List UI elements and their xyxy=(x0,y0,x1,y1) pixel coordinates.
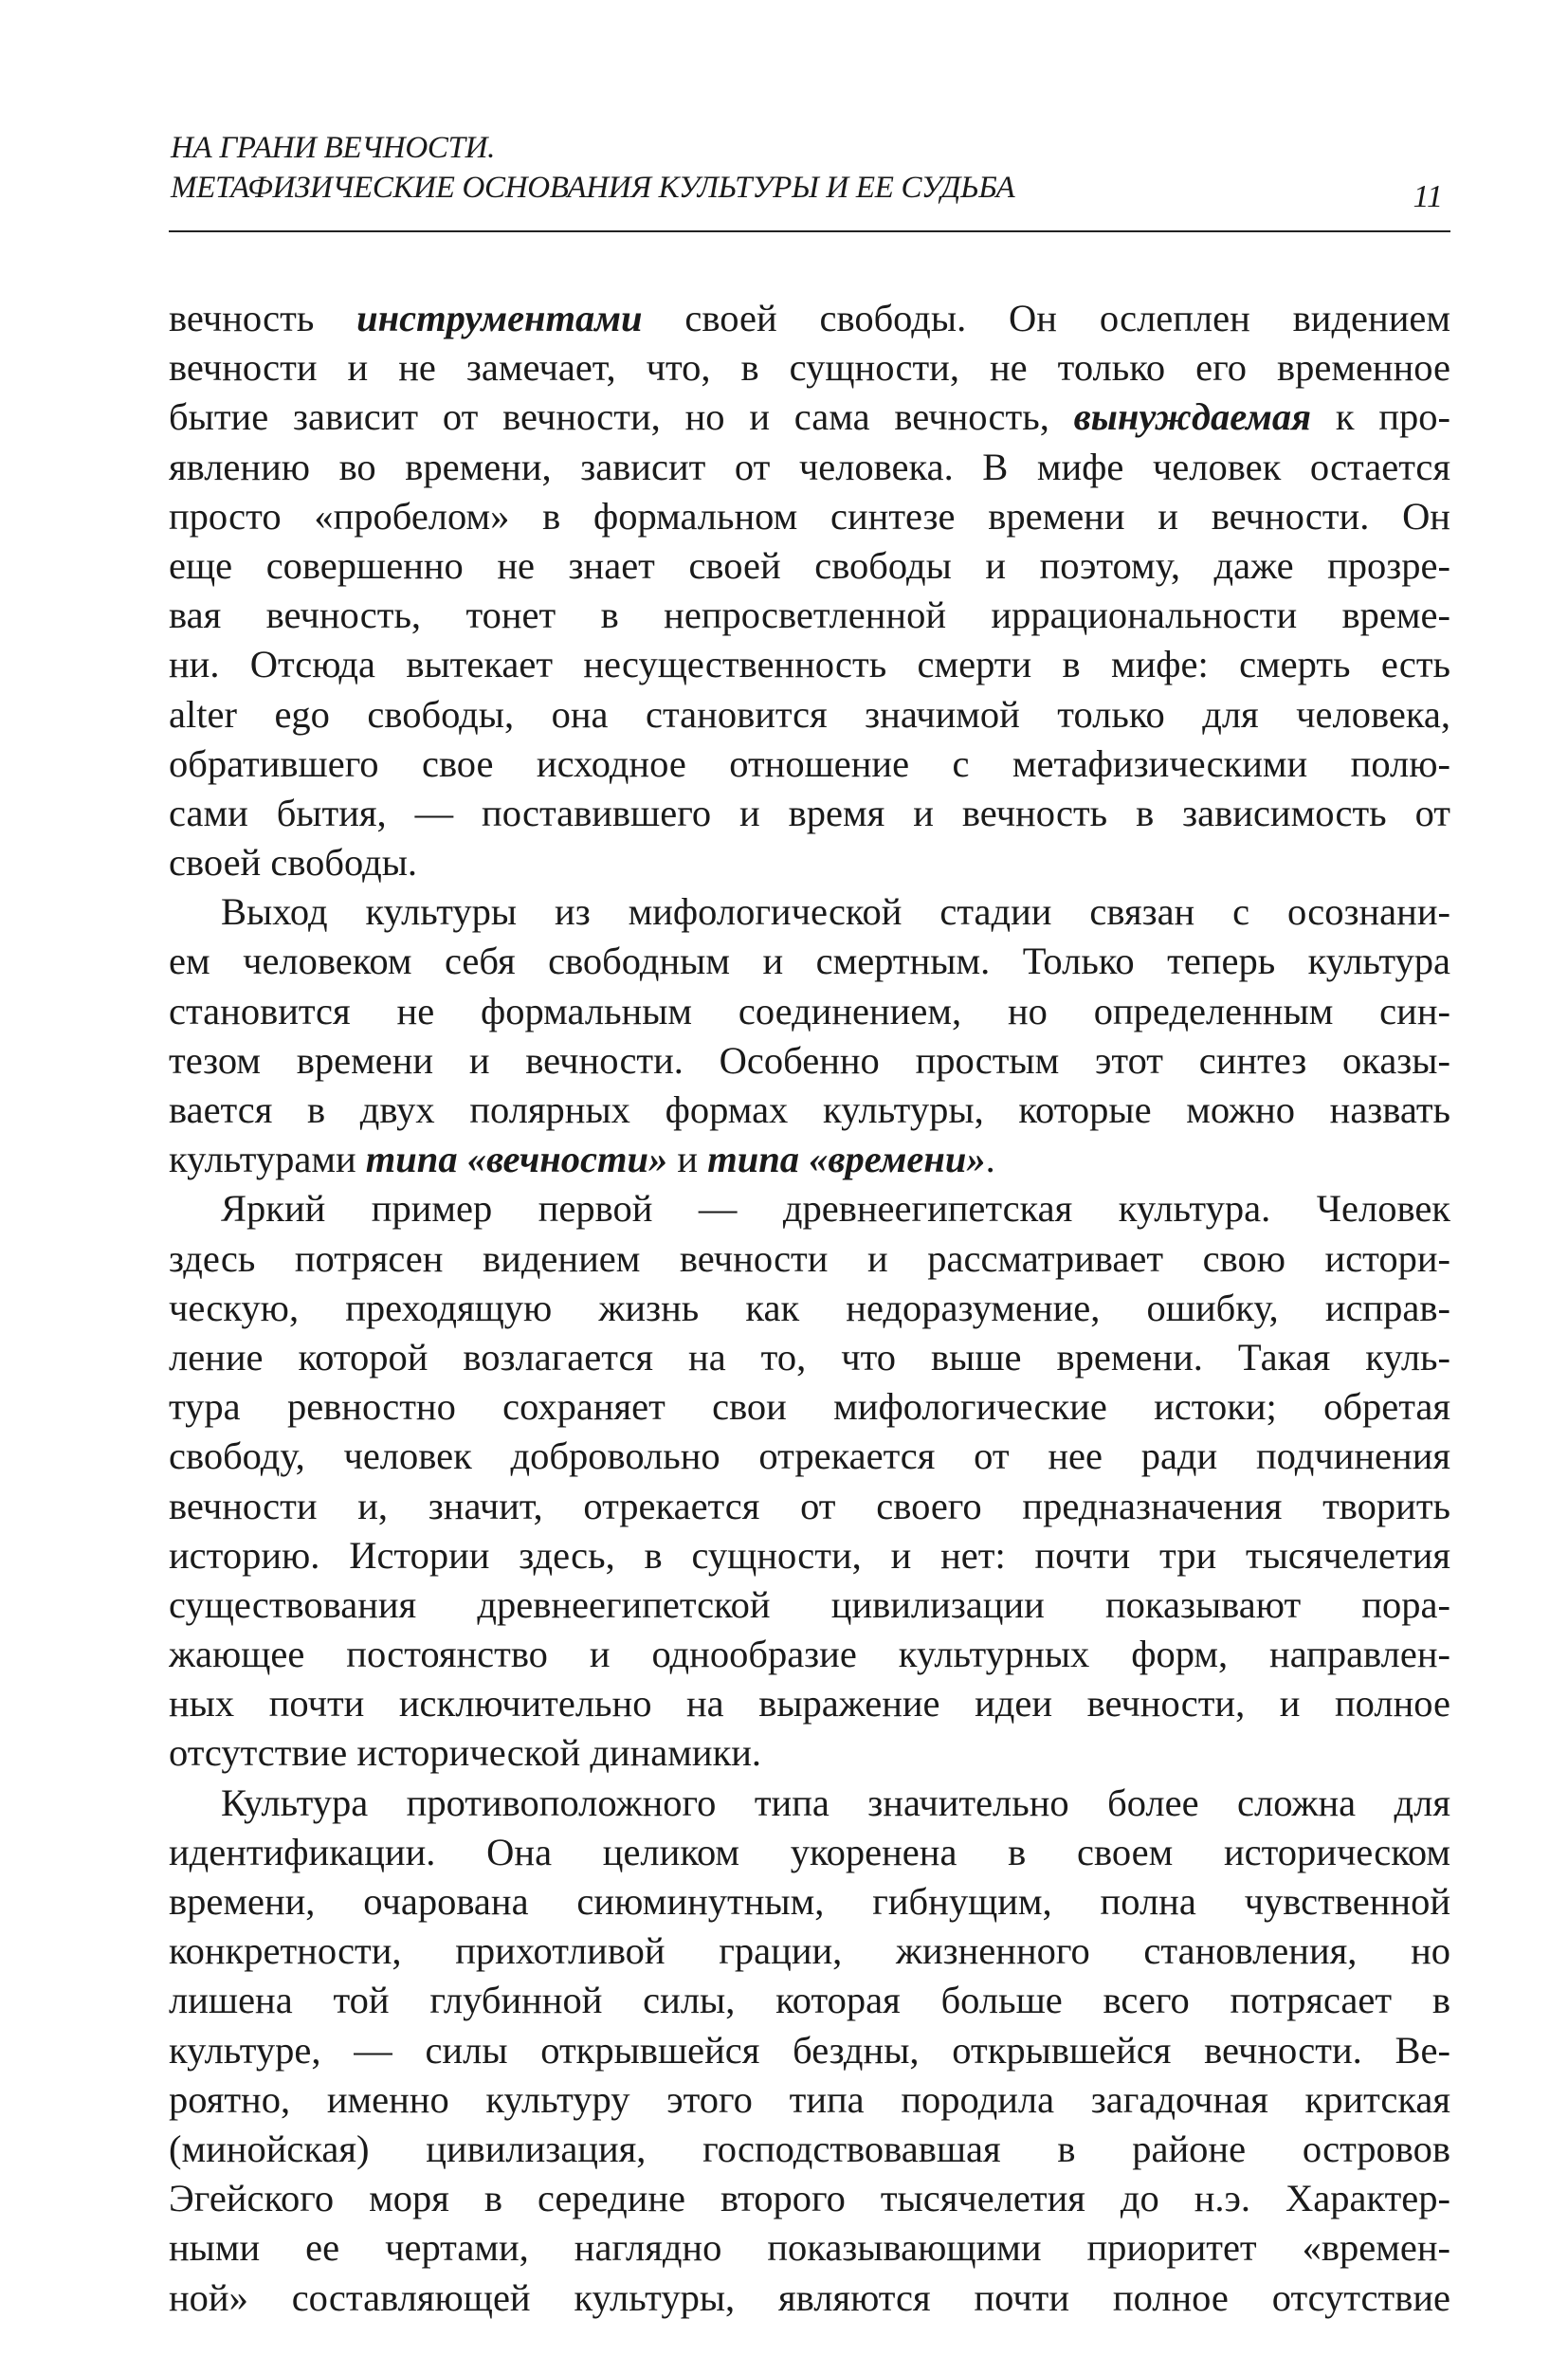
text-line: историю. Истории здесь, в сущности, и нет: почти три тысячелетия xyxy=(169,1533,1450,1577)
text-line: alter ego свободы, она становится значимой только для человека, xyxy=(169,692,1450,736)
text-line: становится не формальным соединением, но определенным син- xyxy=(169,989,1450,1032)
text-line: ных почти исключительно на выражение идеи вечности, и полное xyxy=(169,1682,1450,1726)
text-span: культурами xyxy=(169,1138,366,1181)
text-line: вечности и, значит, отрекается от своего предназначения творить xyxy=(169,1484,1450,1527)
header-title-line-2: МЕТАФИЗИЧЕСКИЕ ОСНОВАНИЯ КУЛЬТУРЫ И ЕЕ СУДЬБА xyxy=(171,171,1015,205)
text-line: тезом времени и вечности. Особенно простым этот синтез оказы- xyxy=(169,1038,1450,1082)
text-line xyxy=(169,1135,1450,1184)
text-line: ной» составляющей культуры, являются почти полное отсутствие xyxy=(169,2275,1450,2319)
text-line: ем человеком себя свободным и смертным. Только теперь культура xyxy=(169,940,1450,983)
text-line: ление которой возлагается на то, что выше времени. Такая куль- xyxy=(169,1335,1450,1379)
text-span: к про- xyxy=(1311,395,1450,439)
paragraph-3 xyxy=(169,1184,1450,1778)
text-line: отсутствие исторической динамики. xyxy=(169,1731,762,1775)
running-header-title xyxy=(171,128,1014,208)
emphasis-text: типа «вечности» xyxy=(365,1138,668,1181)
text-span: вечность xyxy=(169,297,357,339)
text-line: обратившего свое исходное отношение с метафизическими полю- xyxy=(169,741,1450,785)
text-line: лишена той глубинной силы, которая больше всего потрясает в xyxy=(169,1979,1450,2022)
emphasis-text: типа «времени» xyxy=(707,1138,986,1181)
header-title-line-1: НА ГРАНИ ВЕЧНОСТИ. xyxy=(171,131,496,165)
text-line: здесь потрясен видением вечности и рассматривает свою истори- xyxy=(169,1236,1450,1280)
paragraph-4 xyxy=(169,1779,1450,2323)
text-line: явлению во времени, зависит от человека. В мифе человек остается xyxy=(169,445,1450,488)
paragraph-1 xyxy=(169,294,1450,887)
running-header xyxy=(169,128,1450,232)
text-line: существования древнеегипетской цивилизации показывают пора- xyxy=(169,1582,1450,1626)
emphasis-text: вынуждаемая xyxy=(1073,395,1312,439)
text-line: жающее постоянство и однообразие культурных форм, направлен- xyxy=(169,1633,1450,1676)
text-line: вается в двух полярных формах культуры, которые можно назвать xyxy=(169,1088,1450,1131)
text-line: своей свободы. xyxy=(169,841,418,885)
text-line: вечности и не замечает, что, в сущности, не только его временное xyxy=(169,346,1450,390)
text-line: вая вечность, тонет в непросветленной иррациональности време- xyxy=(169,594,1450,637)
text-line: конкретности, прихотливой грации, жизненного становления, но xyxy=(169,1929,1450,1973)
emphasis-text: инструментами xyxy=(356,297,643,339)
text-line: роятно, именно культуру этого типа породила загадочная критская xyxy=(169,2077,1450,2121)
text-span: своей свободы. Он ослеплен видением xyxy=(642,297,1450,339)
text-line: ными ее чертами, наглядно показывающими приоритет «времен- xyxy=(169,2226,1450,2270)
text-span: бытие зависит от вечности, но и сама вечность, xyxy=(169,395,1074,439)
text-line: ни. Отсюда вытекает несущественность смерти в мифе: смерть есть xyxy=(169,643,1450,686)
text-line: Выход культуры из мифологической стадии связан с осознани- xyxy=(221,890,1450,934)
text-line: ческую, преходящую жизнь как недоразумение, ошибку, исправ- xyxy=(169,1286,1450,1329)
text-line xyxy=(169,393,1450,442)
paragraph-2 xyxy=(169,887,1450,1184)
text-line: Яркий пример первой — древнеегипетская культура. Человек xyxy=(221,1187,1450,1231)
text-line: идентификации. Она целиком укоренена в своем историческом xyxy=(169,1830,1450,1873)
text-span: и xyxy=(667,1138,708,1181)
text-line: (минойская) цивилизация, господствовавшая в районе островов xyxy=(169,2127,1450,2170)
text-line: еще совершенно не знает своей свободы и поэтому, даже прозре- xyxy=(169,543,1450,587)
text-line: времени, очарована сиюминутным, гибнущим, полна чувственной xyxy=(169,1880,1450,1923)
text-line: свободу, человек добровольно отрекается от нее ради подчинения xyxy=(169,1434,1450,1478)
text-line: тура ревностно сохраняет свои мифологические истоки; обретая xyxy=(169,1385,1450,1429)
text-line xyxy=(169,294,1450,343)
text-line: Эгейского моря в середине второго тысячелетия до н.э. Характер- xyxy=(169,2177,1450,2220)
page-body xyxy=(169,294,1450,2323)
text-span: . xyxy=(985,1138,995,1181)
text-line: сами бытия, — поставившего и время и вечность в зависимость от xyxy=(169,791,1450,834)
page-number: 11 xyxy=(1413,179,1443,214)
text-line: культуре, — силы открывшейся бездны, открывшейся вечности. Ве- xyxy=(169,2028,1450,2072)
text-line: Культура противоположного типа значительно более сложна для xyxy=(221,1780,1450,1824)
text-line: просто «пробелом» в формальном синтезе времени и вечности. Он xyxy=(169,494,1450,538)
